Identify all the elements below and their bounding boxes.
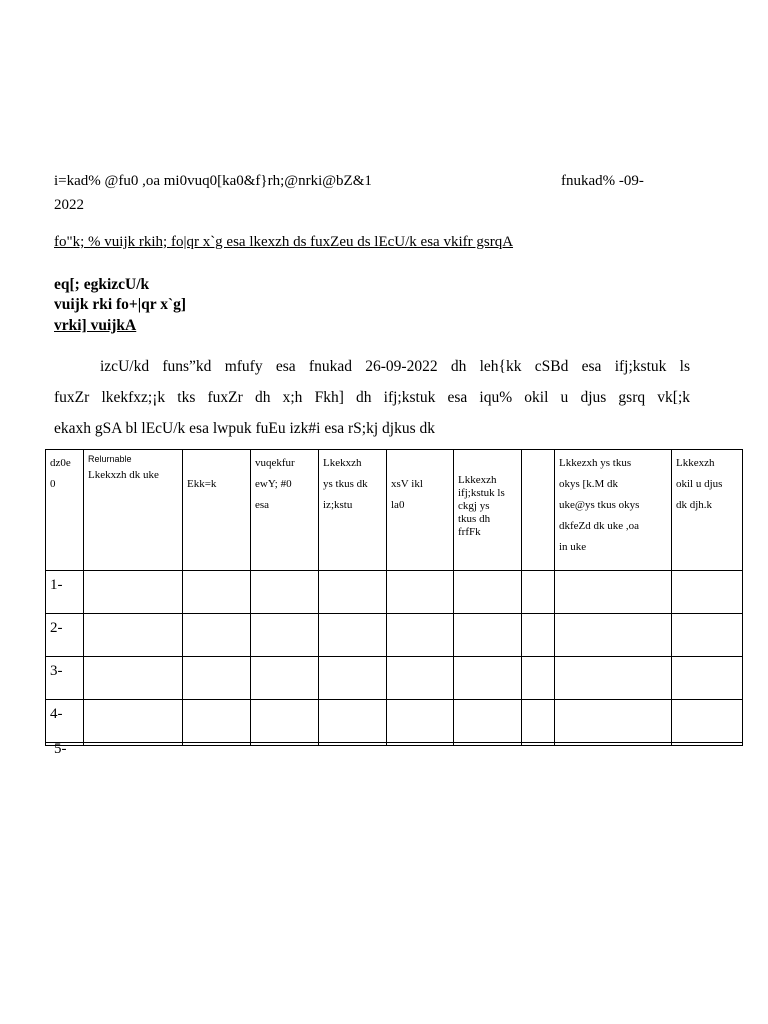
subject-line: fo"k; % vuijk rkih; fo|qr x`g esa lkexzh ds fuxZeu ds lEcU/k esa vkifr gsrqA (54, 234, 514, 250)
header-blank (522, 450, 555, 571)
table-row (46, 657, 743, 700)
body-line-1: izcU/kd funs”kd mfufy esa fnukad 26-09-2022 dh leh{kk cSBd esa ifj;kstuk ls (100, 358, 690, 375)
recipient-location: vrki] vuijkA (54, 317, 137, 334)
table-row (46, 614, 743, 657)
row-number-5: 5- (54, 741, 67, 757)
header-exit-date: Lkkexzh ifj;kstuk ls ckgj ys tkus dh frfFk (454, 450, 522, 571)
letter-number: i=kad% @fu0 ,oa mi0vuq0[ka0&f}rh;@nrki@bZ&1 (54, 173, 372, 189)
header-serial: dz0e 0 (46, 450, 84, 571)
row-number: 4- (46, 700, 84, 743)
material-table (45, 449, 743, 746)
header-section-person: Lkkezxh ys tkus okys [k.M dk uke@ys tkus okys dkfeZd dk uke ,oa in uke (555, 450, 672, 571)
table-row (46, 700, 743, 743)
table-row (46, 571, 743, 614)
header-quantity: Ekk=k (183, 450, 251, 571)
header-gate-pass: xsV ikl la0 (387, 450, 454, 571)
header-material-name: Relurnable Lkekxzh dk uke (84, 450, 183, 571)
body-line-2: fuxZr lkekfxz;¡k tks fuxZr dh x;h Fkh] dh ifj;kstuk esa iqu% okil u djus gsrq vk[;k (54, 389, 690, 406)
row-number: 3- (46, 657, 84, 700)
row-number: 1- (46, 571, 84, 614)
recipient-office: vuijk rki fo+|qr x`g] (54, 296, 187, 313)
table-header-row (46, 450, 743, 571)
body-line-3: ekaxh gSA bl lEcU/k esa lwpuk fuEu izk#i esa rS;kj djkus dk (54, 420, 435, 437)
table-row (46, 743, 743, 746)
header-reason: Lkkexzh okil u djus dk djh.k (672, 450, 743, 571)
letter-year: 2022 (54, 197, 84, 213)
header-estimated-value: vuqekfur ewY; #0 esa (251, 450, 319, 571)
letter-date: fnukad% -09- (561, 173, 644, 189)
row-number: 2- (46, 614, 84, 657)
header-purpose: Lkekxzh ys tkus dk iz;kstu (319, 450, 387, 571)
recipient-title: eq[; egkizcU/k (54, 276, 150, 293)
